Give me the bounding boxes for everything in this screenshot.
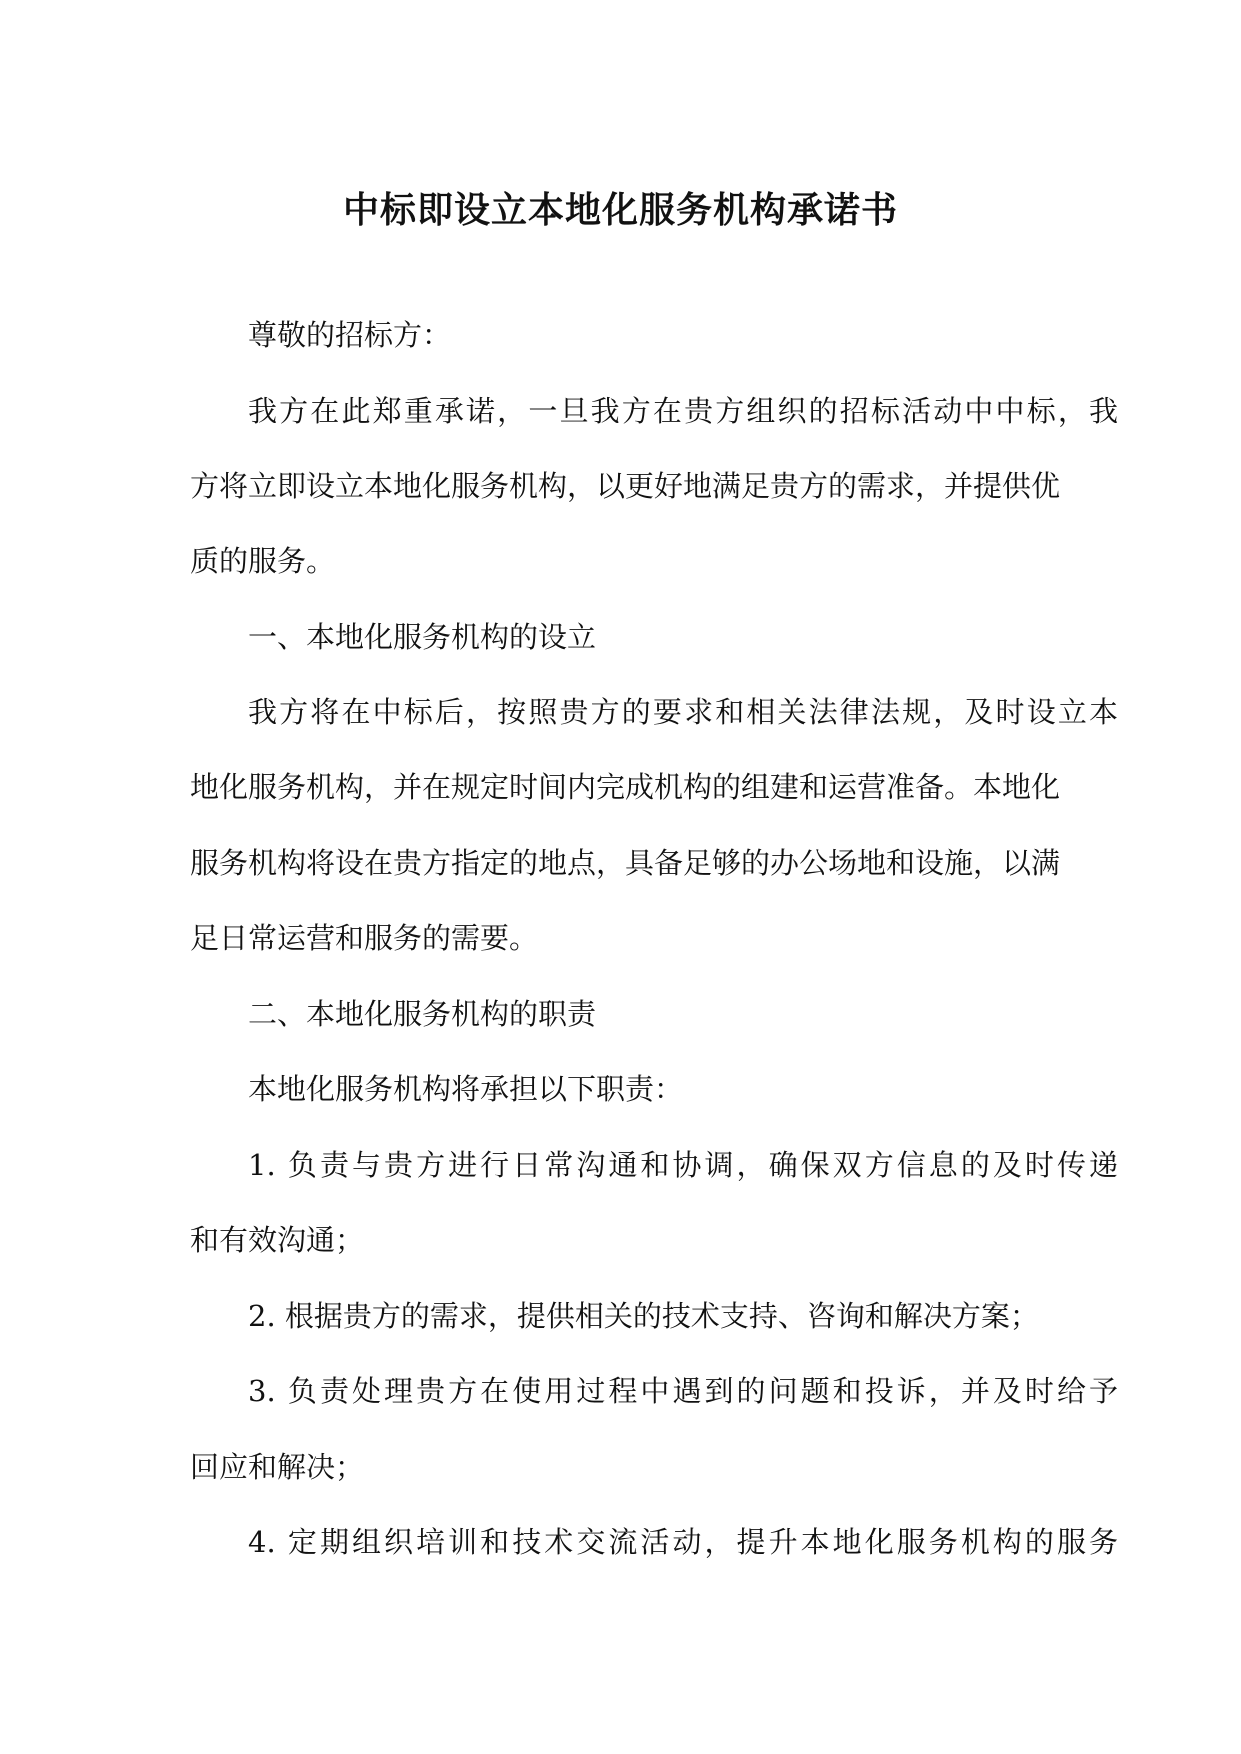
list-item-continuation: 和有效沟通；	[190, 1223, 365, 1257]
list-item: 3. 负责处理贵方在使用过程中遇到的问题和投诉，并及时给予	[248, 1374, 1118, 1408]
paragraph-line: 本地化服务机构将承担以下职责：	[248, 1072, 684, 1106]
paragraph-line: 服务机构将设在贵方指定的地点，具备足够的办公场地和设施，以满	[190, 846, 1061, 880]
list-item: 1. 负责与贵方进行日常沟通和协调，确保双方信息的及时传递	[248, 1148, 1118, 1182]
section-heading: 二、本地化服务机构的职责	[248, 997, 597, 1031]
salutation: 尊敬的招标方：	[248, 318, 452, 352]
paragraph-line: 我方在此郑重承诺，一旦我方在贵方组织的招标活动中中标，我	[248, 394, 1118, 428]
list-item: 2. 根据贵方的需求，提供相关的技术支持、咨询和解决方案；	[248, 1299, 1039, 1333]
paragraph-line: 足日常运营和服务的需要。	[190, 921, 539, 955]
paragraph-line: 地化服务机构，并在规定时间内完成机构的组建和运营准备。本地化	[190, 770, 1061, 804]
list-item-continuation: 回应和解决；	[190, 1450, 365, 1484]
paragraph-line: 我方将在中标后，按照贵方的要求和相关法律法规，及时设立本	[248, 695, 1118, 729]
list-item: 4. 定期组织培训和技术交流活动，提升本地化服务机构的服务	[248, 1525, 1118, 1559]
section-heading: 一、本地化服务机构的设立	[248, 620, 597, 654]
paragraph-line: 质的服务。	[190, 544, 336, 578]
paragraph-line: 方将立即设立本地化服务机构，以更好地满足贵方的需求，并提供优	[190, 469, 1061, 503]
document-title: 中标即设立本地化服务机构承诺书	[342, 189, 898, 231]
